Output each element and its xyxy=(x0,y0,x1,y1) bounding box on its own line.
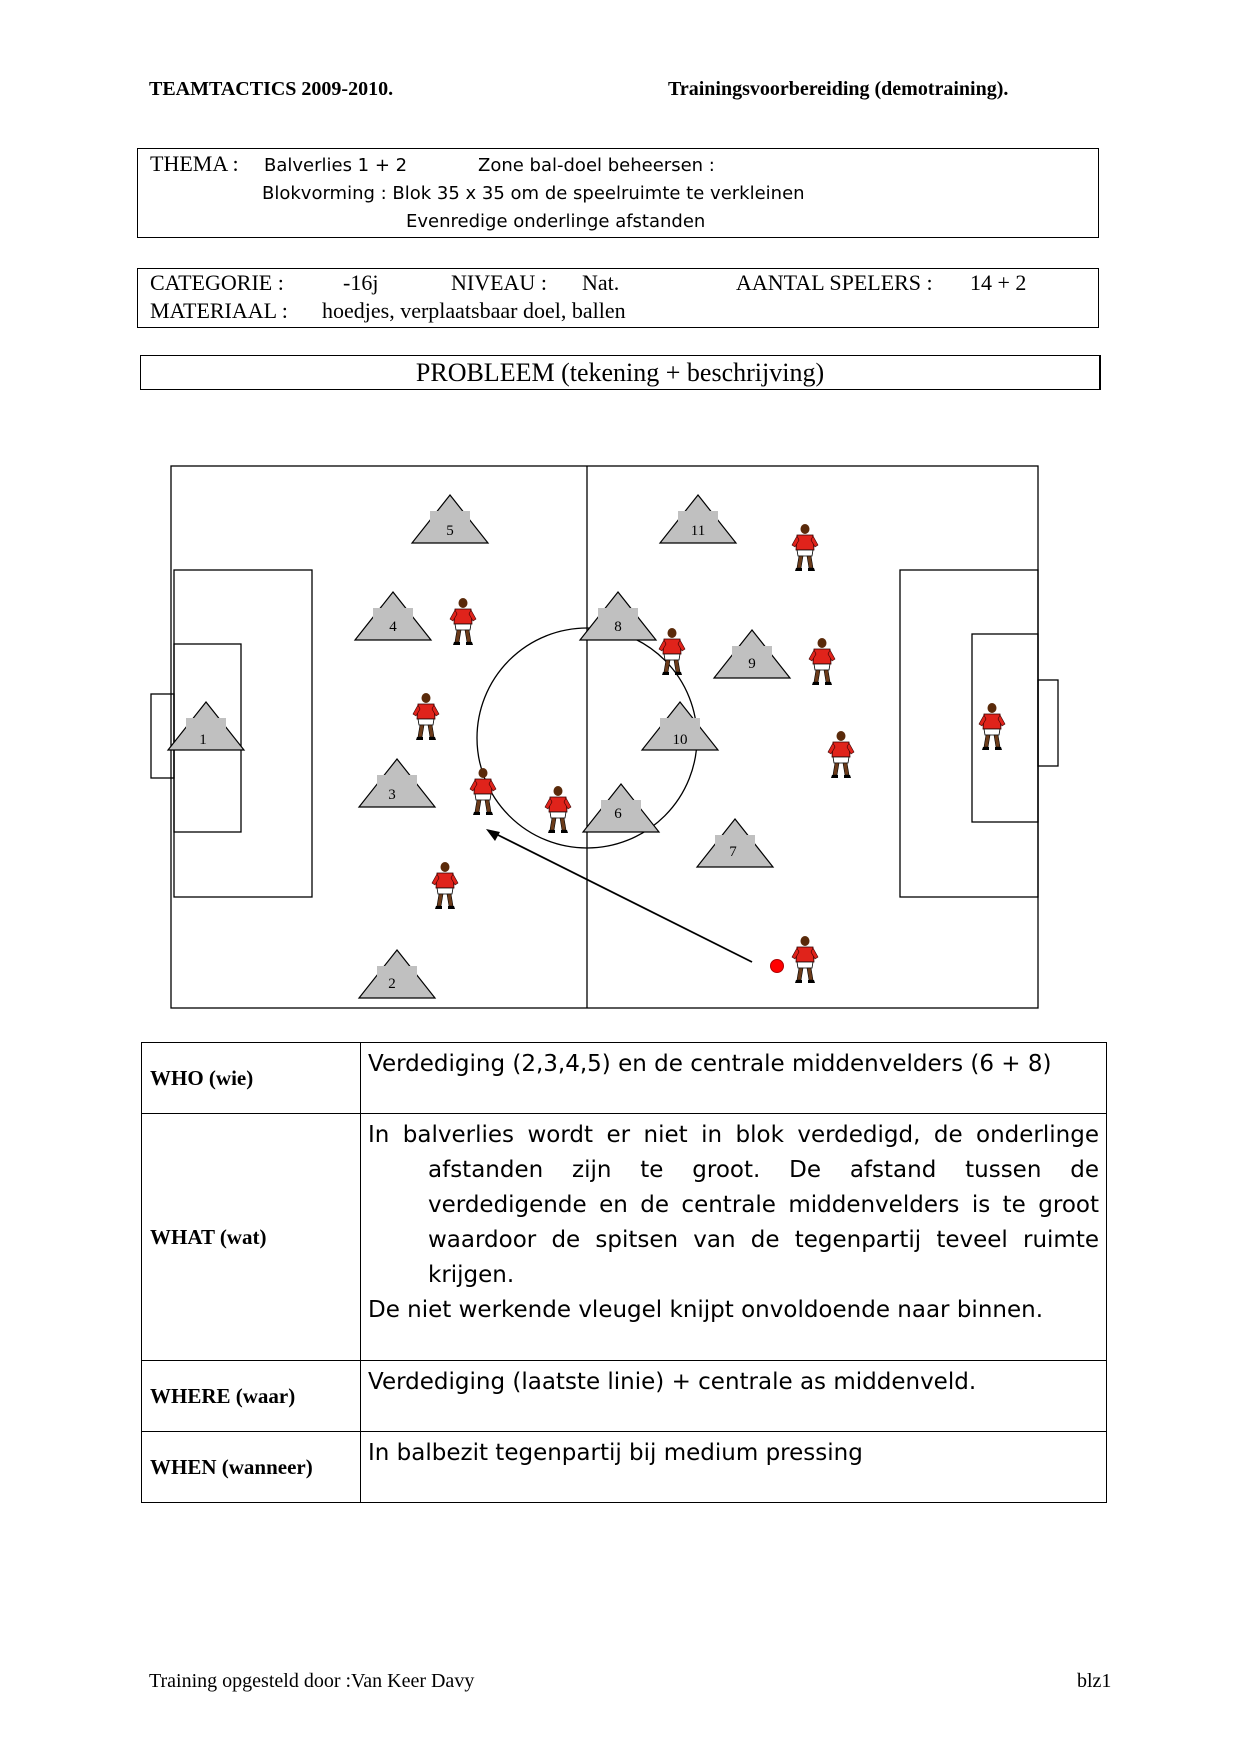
player-icon xyxy=(450,598,476,645)
row-line: In balbezit tegenpartij bij medium pressing xyxy=(368,1440,863,1466)
cone-2 xyxy=(359,950,435,998)
row-line: verdedigende en de centrale middenvelders is te groot xyxy=(428,1192,1099,1218)
cone-label: 2 xyxy=(388,976,396,992)
page-number: blz1 xyxy=(1077,1670,1112,1692)
player-icon xyxy=(809,638,835,685)
table-row xyxy=(142,1114,1107,1361)
field-outline xyxy=(171,466,1038,1008)
thema-topic: Balverlies 1 + 2 xyxy=(264,155,408,176)
ball-icon xyxy=(771,960,784,973)
materiaal-label: MATERIAAL : xyxy=(150,298,288,323)
categorie-value: -16j xyxy=(343,270,379,295)
analysis-table xyxy=(141,1042,1107,1503)
row-line: waardoor de spitsen van de tegenpartij teveel ruimte xyxy=(428,1227,1099,1253)
row-value xyxy=(361,1361,1107,1432)
row-line: krijgen. xyxy=(428,1262,515,1288)
thema-blokvorming: Blokvorming : Blok 35 x 35 om de speelruimte te verkleinen xyxy=(262,183,805,204)
player-icon xyxy=(545,786,571,833)
probleem-title: PROBLEEM (tekening + beschrijving) xyxy=(415,358,825,387)
player-icon xyxy=(979,703,1005,750)
table-row xyxy=(142,1043,1107,1114)
field-markings xyxy=(151,466,1058,1008)
right-goal xyxy=(1038,680,1058,766)
spelers-label: AANTAL SPELERS : xyxy=(736,270,933,295)
cone-label: 3 xyxy=(388,787,396,803)
cone-3 xyxy=(359,759,435,807)
cone-label: 9 xyxy=(748,656,756,672)
row-key: WHO (wie) xyxy=(142,1043,361,1114)
spelers-value: 14 + 2 xyxy=(970,270,1027,295)
materiaal-value: hoedjes, verplaatsbaar doel, ballen xyxy=(322,298,626,323)
right-penalty-area xyxy=(900,570,1038,897)
cone-label: 1 xyxy=(199,732,207,748)
thema-label: THEMA : xyxy=(150,151,239,176)
niveau-value: Nat. xyxy=(582,270,620,295)
cone-label: 6 xyxy=(614,806,622,822)
cone-label: 5 xyxy=(446,523,454,539)
row-key: WHEN (wanneer) xyxy=(142,1432,361,1503)
player-icon xyxy=(432,862,458,909)
player-icon xyxy=(828,731,854,778)
cone-label: 4 xyxy=(389,619,397,635)
cone-label: 11 xyxy=(690,523,706,539)
player-icon xyxy=(792,524,818,571)
players xyxy=(413,524,1005,983)
cone-label: 10 xyxy=(672,732,688,748)
header-right: Trainingsvoorbereiding (demotraining). xyxy=(668,78,1009,100)
player-icon xyxy=(413,693,439,740)
cone-label: 8 xyxy=(614,619,622,635)
row-value xyxy=(361,1043,1107,1114)
table-row xyxy=(142,1432,1107,1503)
thema-afstanden: Evenredige onderlinge afstanden xyxy=(406,211,706,232)
header-left: TEAMTACTICS 2009-2010. xyxy=(149,78,394,100)
row-value xyxy=(361,1114,1107,1361)
row-line: In balverlies wordt er niet in blok verdedigd, de onderlinge xyxy=(368,1122,1099,1148)
row-value xyxy=(361,1432,1107,1503)
thema-zone: Zone bal-doel beheersen : xyxy=(478,155,715,176)
table-row xyxy=(142,1361,1107,1432)
categorie-label: CATEGORIE : xyxy=(150,270,284,295)
right-goal-area xyxy=(972,634,1038,822)
row-key: WHERE (waar) xyxy=(142,1361,361,1432)
row-key: WHAT (wat) xyxy=(142,1114,361,1361)
row-line: Verdediging (laatste linie) + centrale as middenveld. xyxy=(368,1369,977,1395)
player-icon xyxy=(470,768,496,815)
footer-author: Training opgesteld door :Van Keer Davy xyxy=(149,1670,475,1692)
cone-label: 7 xyxy=(729,844,737,860)
niveau-label: NIVEAU : xyxy=(451,270,547,295)
row-line: Verdediging (2,3,4,5) en de centrale middenvelders (6 + 8) xyxy=(368,1051,1052,1077)
row-line: afstanden zijn te groot. De afstand tussen de xyxy=(428,1157,1099,1183)
row-line: De niet werkende vleugel knijpt onvoldoende naar binnen. xyxy=(368,1297,1044,1323)
player-icon xyxy=(792,936,818,983)
